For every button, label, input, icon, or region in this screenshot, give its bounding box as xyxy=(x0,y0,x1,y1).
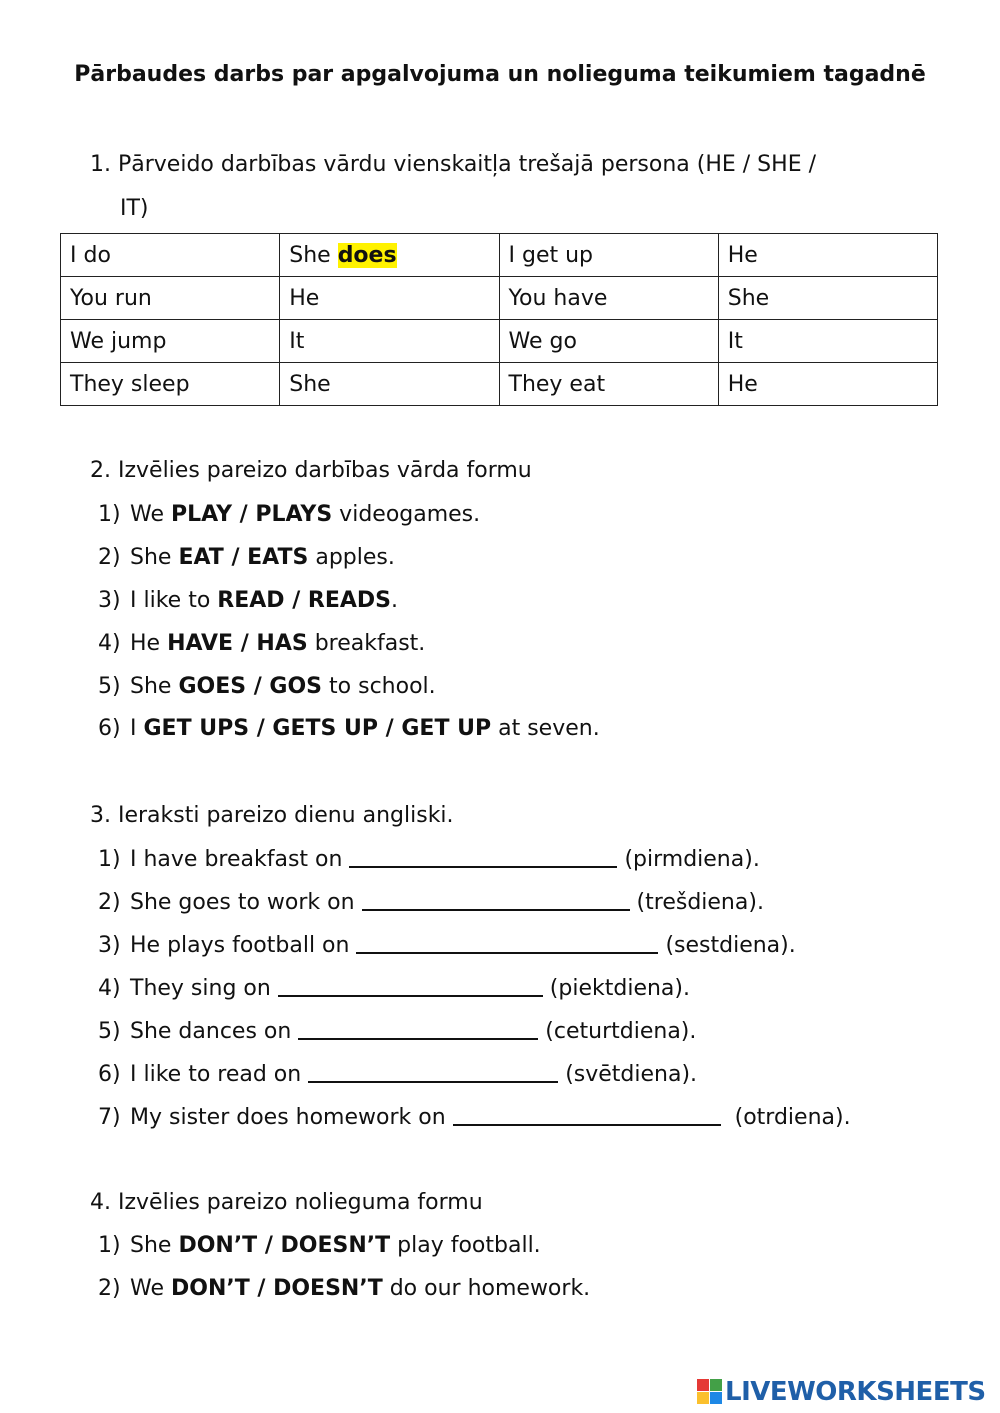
item-number: 1) xyxy=(98,847,121,872)
section1-heading: 1. Pārveido darbības vārdu vienskaitļa trešajā persona (HE / SHE / xyxy=(90,152,816,177)
item-text: do our homework. xyxy=(382,1276,591,1301)
section1-heading-cont: IT) xyxy=(120,196,149,221)
answer-blank[interactable] xyxy=(349,846,617,868)
list-item[interactable] xyxy=(98,1276,590,1301)
list-item xyxy=(98,975,690,1001)
choice-options[interactable]: DON’T / DOESN’T xyxy=(178,1233,391,1258)
list-item[interactable] xyxy=(98,1233,541,1258)
liveworksheets-logo[interactable] xyxy=(697,1377,986,1407)
item-hint: (pirmdiena). xyxy=(617,847,760,872)
item-number: 1) xyxy=(98,502,121,527)
table-cell[interactable]: It xyxy=(718,320,937,363)
item-number: 3) xyxy=(98,588,121,613)
list-item[interactable] xyxy=(98,716,600,741)
item-text: apples. xyxy=(308,545,395,570)
item-number: 5) xyxy=(98,674,121,699)
item-text: He xyxy=(130,631,168,656)
item-number: 2) xyxy=(98,1276,121,1301)
table-cell: They sleep xyxy=(61,363,280,406)
table-cell[interactable]: He xyxy=(718,363,937,406)
item-text: I like to read on xyxy=(130,1062,309,1087)
table-cell[interactable] xyxy=(280,234,499,277)
table-cell[interactable]: She xyxy=(718,277,937,320)
list-item xyxy=(98,1061,697,1087)
item-text: . xyxy=(391,588,398,613)
table-cell: We jump xyxy=(61,320,280,363)
item-text: I have breakfast on xyxy=(130,847,350,872)
table-cell[interactable]: He xyxy=(718,234,937,277)
choice-options[interactable]: GOES / GOS xyxy=(178,674,323,699)
choice-options[interactable]: PLAY / PLAYS xyxy=(171,502,333,527)
page-title: Pārbaudes darbs par apgalvojuma un nolieguma teikumiem tagadnē xyxy=(74,62,926,87)
answer-blank[interactable] xyxy=(278,975,543,997)
choice-options[interactable]: DON’T / DOESN’T xyxy=(171,1276,383,1301)
item-text: I xyxy=(130,716,144,741)
table-cell: I do xyxy=(61,234,280,277)
cell-prefix: She xyxy=(289,242,338,268)
table-row xyxy=(61,320,938,363)
item-hint: (trešdiena). xyxy=(629,890,764,915)
item-hint: (svētdiena). xyxy=(558,1062,698,1087)
item-text: She xyxy=(130,545,179,570)
table-cell[interactable]: She xyxy=(280,363,499,406)
item-hint: (otrdiena). xyxy=(720,1105,851,1130)
choice-options[interactable]: READ / READS xyxy=(217,588,391,613)
table-cell: You run xyxy=(61,277,280,320)
table-cell: I get up xyxy=(499,234,718,277)
item-number: 6) xyxy=(98,1062,121,1087)
item-number: 2) xyxy=(98,545,121,570)
table-cell[interactable]: It xyxy=(280,320,499,363)
item-text: to school. xyxy=(322,674,436,699)
choice-options[interactable]: HAVE / HAS xyxy=(167,631,308,656)
list-item xyxy=(98,1018,696,1044)
item-text: videogames. xyxy=(332,502,481,527)
list-item xyxy=(98,846,760,872)
answer-blank[interactable] xyxy=(298,1018,538,1040)
item-number: 4) xyxy=(98,976,121,1001)
item-number: 4) xyxy=(98,631,121,656)
item-text: My sister does homework on xyxy=(130,1105,453,1130)
verb-table xyxy=(60,233,938,406)
table-cell: They eat xyxy=(499,363,718,406)
list-item[interactable] xyxy=(98,674,436,699)
logo-text: LIVEWORKSHEETS xyxy=(725,1377,986,1407)
section4-heading: 4. Izvēlies pareizo nolieguma formu xyxy=(90,1190,483,1215)
choice-options[interactable]: GET UPS / GETS UP / GET UP xyxy=(143,716,492,741)
item-text: They sing on xyxy=(130,976,278,1001)
list-item[interactable] xyxy=(98,545,395,570)
item-text: I like to xyxy=(130,588,218,613)
list-item xyxy=(98,1104,851,1130)
item-number: 1) xyxy=(98,1233,121,1258)
table-cell[interactable]: He xyxy=(280,277,499,320)
item-hint: (sestdiena). xyxy=(658,933,796,958)
list-item[interactable] xyxy=(98,588,398,613)
item-number: 3) xyxy=(98,933,121,958)
table-row xyxy=(61,363,938,406)
table-row xyxy=(61,277,938,320)
item-number: 5) xyxy=(98,1019,121,1044)
item-text: We xyxy=(130,1276,171,1301)
item-text: breakfast. xyxy=(307,631,426,656)
item-text: at seven. xyxy=(491,716,600,741)
section2-heading: 2. Izvēlies pareizo darbības vārda formu xyxy=(90,458,532,483)
item-hint: (ceturtdiena). xyxy=(538,1019,697,1044)
answer-blank[interactable] xyxy=(453,1104,721,1126)
table-cell: You have xyxy=(499,277,718,320)
list-item xyxy=(98,889,764,915)
answer-blank[interactable] xyxy=(362,889,630,911)
item-text: She dances on xyxy=(130,1019,299,1044)
table-row xyxy=(61,234,938,277)
item-text: We xyxy=(130,502,171,527)
liveworksheets-logo-icon xyxy=(697,1379,723,1405)
item-text: She xyxy=(130,674,179,699)
list-item[interactable] xyxy=(98,502,480,527)
table-cell: We go xyxy=(499,320,718,363)
list-item xyxy=(98,932,796,958)
example-answer: does xyxy=(337,242,397,268)
choice-options[interactable]: EAT / EATS xyxy=(178,545,309,570)
section3-heading: 3. Ieraksti pareizo dienu angliski. xyxy=(90,803,454,828)
item-text: She xyxy=(130,1233,179,1258)
item-number: 6) xyxy=(98,716,121,741)
item-number: 7) xyxy=(98,1105,121,1130)
item-number: 2) xyxy=(98,890,121,915)
item-hint: (piektdiena). xyxy=(542,976,690,1001)
list-item[interactable] xyxy=(98,631,425,656)
item-text: He plays football on xyxy=(130,933,357,958)
answer-blank[interactable] xyxy=(356,932,658,954)
item-text: play football. xyxy=(390,1233,541,1258)
item-text: She goes to work on xyxy=(130,890,362,915)
answer-blank[interactable] xyxy=(308,1061,558,1083)
